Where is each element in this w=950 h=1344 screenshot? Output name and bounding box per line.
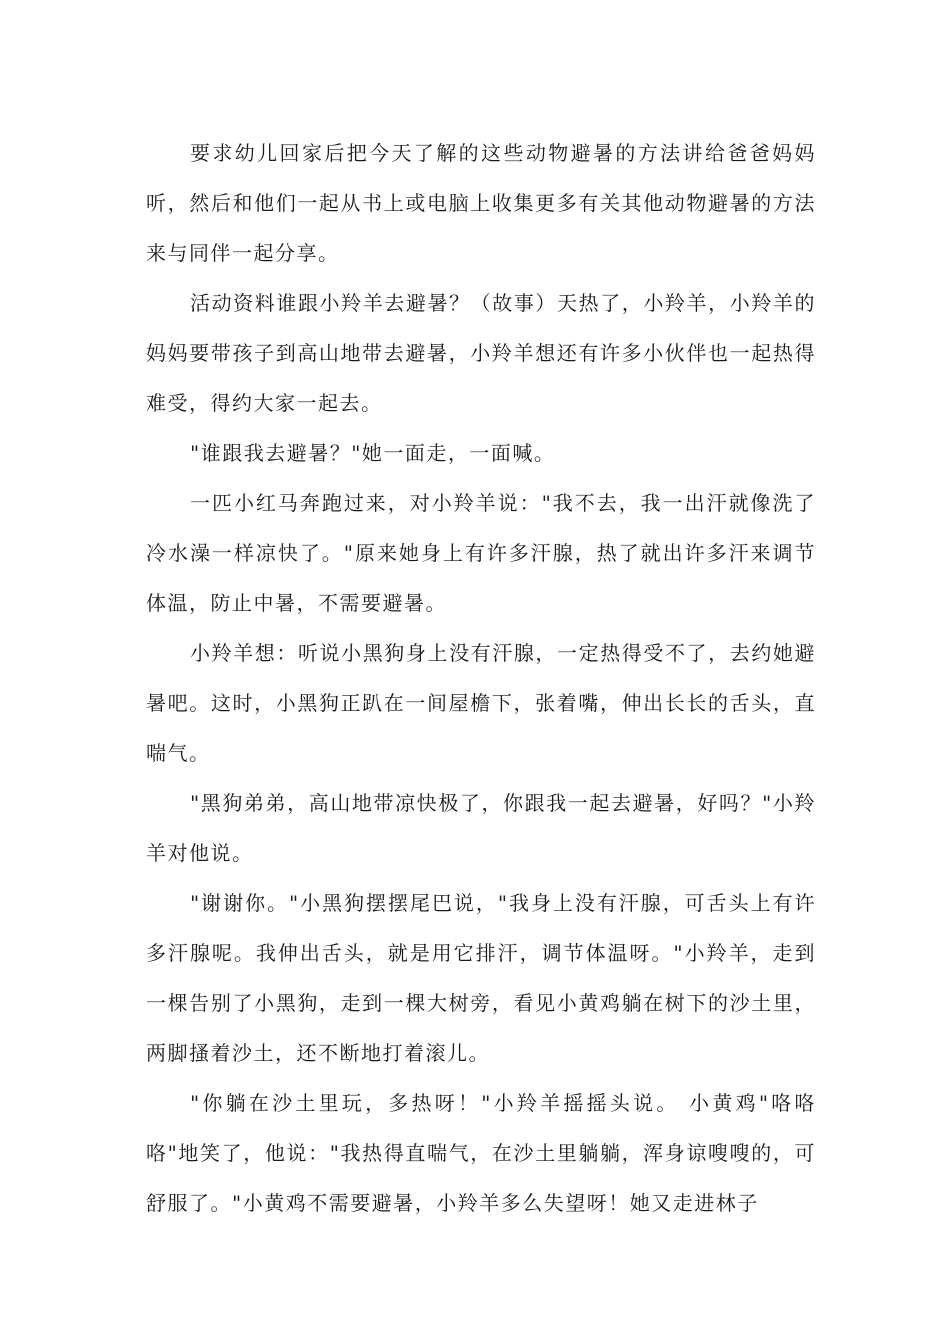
document-body bbox=[146, 128, 816, 1228]
paragraph-7: "谢谢你。"小黑狗摆摆尾巴说，"我身上没有汗腺，可舌头上有许多汗腺呢。我伸出舌头，就是用它排汗，调节体温呀。"小羚羊，走到一棵告别了小黑狗，走到一棵大树旁，看见小黄鸡躺在树下的沙土里，两脚搔着沙土，还不断地打着滚儿。 bbox=[146, 891, 816, 1065]
paragraph-3: "谁跟我去避暑？"她一面走，一面喊。 bbox=[190, 441, 556, 465]
paragraph-2: 活动资料谁跟小羚羊去避暑？（故事）天热了，小羚羊，小羚羊的妈妈要带孩子到高山地带去避暑，小羚羊想还有许多小伙伴也一起热得难受，得约大家一起去。 bbox=[146, 291, 816, 415]
paragraph-8: "你躺在沙土里玩，多热呀！"小羚羊摇摇头说。 小黄鸡"咯咯咯"地笑了，他说："我热得直喘气，在沙土里躺躺，浑身谅嗖嗖的，可舒服了。"小黄鸡不需要避暑，小羚羊多么失望呀！她又走进林子 bbox=[146, 1091, 816, 1215]
paragraph-5: 小羚羊想：听说小黑狗身上没有汗腺，一定热得受不了，去约她避暑吧。这时，小黑狗正趴在一间屋檐下，张着嘴，伸出长长的舌头，直喘气。 bbox=[146, 641, 816, 765]
paragraph-1: 要求幼儿回家后把今天了解的这些动物避暑的方法讲给爸爸妈妈听，然后和他们一起从书上或电脑上收集更多有关其他动物避暑的方法来与同伴一起分享。 bbox=[146, 141, 816, 265]
paragraph-4: 一匹小红马奔跑过来，对小羚羊说："我不去，我一出汗就像洗了冷水澡一样凉快了。"原来她身上有许多汗腺，热了就出许多汗来调节体温，防止中暑，不需要避暑。 bbox=[146, 491, 816, 615]
paragraph-6: "黑狗弟弟，高山地带凉快极了，你跟我一起去避暑，好吗？"小羚羊对他说。 bbox=[146, 791, 816, 865]
